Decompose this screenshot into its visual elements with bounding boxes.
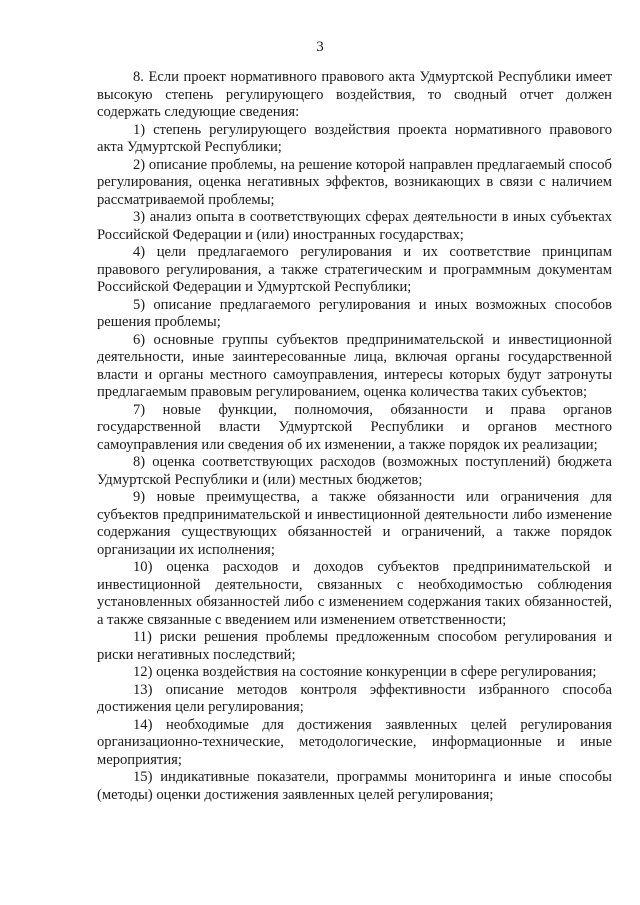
list-item-4: 4) цели предлагаемого регулирования и их соответствие принципам правового регулирования, а также стратегическим и программным документам Российской Федерации и Удмуртской Республики; — [97, 244, 612, 295]
document-body — [97, 69, 612, 804]
list-item-5: 5) описание предлагаемого регулирования и иных возможных способов решения проблемы; — [97, 296, 612, 330]
list-item-10: 10) оценка расходов и доходов субъектов предпринимательской и инвестиционной деятельности, связанных с необходимостью соблюдения установленных обязанностей либо с изменением содержания таких обязанностей, а также связанные с введением или изменением ответственности; — [97, 559, 612, 628]
page-number: 3 — [316, 39, 324, 55]
list-item-15: 15) индикативные показатели, программы мониторинга и иные способы (методы) оценки достижения заявленных целей регулирования; — [97, 769, 612, 803]
list-item-9: 9) новые преимущества, а также обязанности или ограничения для субъектов предпринимательской и инвестиционной деятельности либо изменение содержания существующих обязанностей и ограничений, а также порядок организации их исполнения; — [97, 489, 612, 558]
list-item-7: 7) новые функции, полномочия, обязанности и права органов государственной власти Удмуртской Республики и органов местного самоуправления или сведения об их изменении, а также порядок их реализации; — [97, 401, 612, 453]
list-item-13: 13) описание методов контроля эффективности избранного способа достижения цели регулирования; — [97, 681, 612, 715]
list-item-8: 8) оценка соответствующих расходов (возможных поступлений) бюджета Удмуртской Республики и (или) местных бюджетов; — [97, 454, 612, 488]
list-item-2: 2) описание проблемы, на решение которой направлен предлагаемый способ регулирования, оценка негативных эффектов, возникающих в связи с наличием рассматриваемой проблемы; — [97, 156, 612, 208]
list-item-3: 3) анализ опыта в соответствующих сферах деятельности в иных субъектах Российской Федерации и (или) иностранных государствах; — [97, 209, 612, 243]
list-item-6: 6) основные группы субъектов предпринимательской и инвестиционной деятельности, иные заинтересованные лица, включая органы государственной власти и органы местного самоуправления, интересы которых будут затронуты предлагаемым правовым регулированием, оценка количества таких субъектов; — [97, 331, 612, 400]
list-item-12: 12) оценка воздействия на состояние конкуренции в сфере регулирования; — [133, 664, 597, 680]
list-item-1: 1) степень регулирующего воздействия проекта нормативного правового акта Удмуртской Республики; — [97, 121, 612, 155]
paragraph-8-intro: 8. Если проект нормативного правового акта Удмуртской Республики имеет высокую степень регулирующего воздействия, то сводный отчет должен содержать следующие сведения: — [97, 69, 612, 120]
list-item-11: 11) риски решения проблемы предложенным способом регулирования и риски негативных последствий; — [97, 629, 612, 663]
list-item-14: 14) необходимые для достижения заявленных целей регулирования организационно-технические, методологические, информационные и иные мероприятия; — [97, 716, 612, 768]
